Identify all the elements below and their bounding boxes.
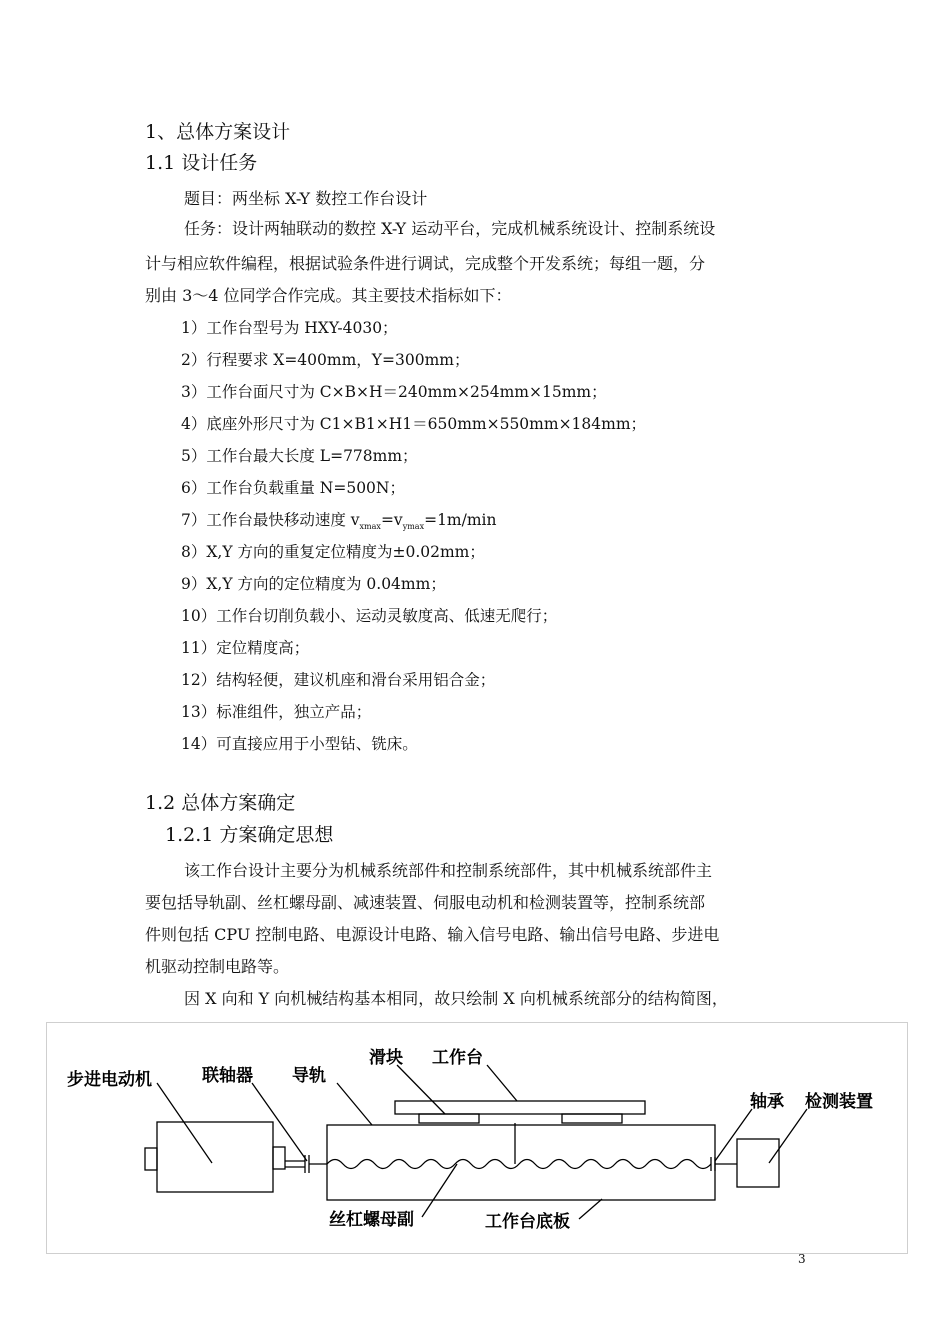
spec-item: 4）底座外形尺寸为 C1×B1×H1＝650mm×550mm×184mm；	[181, 415, 647, 433]
mechanical-structure-diagram	[46, 1022, 908, 1254]
spec-item: 13）标准组件，独立产品；	[181, 703, 372, 721]
label-slider: 滑块	[369, 1048, 403, 1068]
page-number: 3	[798, 1252, 806, 1266]
topic-line: 题目：两坐标 X-Y 数控工作台设计	[184, 189, 428, 208]
leader-base	[579, 1199, 602, 1219]
section-1-2-heading: 1.2 总体方案确定	[145, 792, 296, 814]
leader-guide	[337, 1083, 372, 1125]
section-1-heading: 1、总体方案设计	[145, 121, 291, 143]
spec-item: 12）结构轻便，建议机座和滑台采用铝合金；	[181, 671, 496, 689]
subscript-xmax: xmax	[359, 522, 381, 531]
section-1-1-heading: 1.1 设计任务	[145, 152, 258, 174]
leader-motor	[157, 1083, 212, 1163]
slider-right	[562, 1114, 622, 1123]
scheme-line: 该工作台设计主要分为机械系统部件和控制系统部件，其中机械系统部件主	[184, 861, 713, 880]
spec-item: 14）可直接应用于小型钻、铣床。	[181, 735, 418, 753]
slider-left	[419, 1114, 479, 1123]
spec-item: 9）X,Y 方向的定位精度为 0.04mm；	[181, 575, 446, 593]
label-lead-screw-nut: 丝杠螺母副	[329, 1210, 414, 1230]
task-line: 别由 3～4 位同学合作完成。其主要技术指标如下：	[145, 286, 512, 305]
label-work-table: 工作台	[432, 1048, 483, 1068]
subscript-ymax: ymax	[402, 522, 425, 531]
spec-item: 2）行程要求 X=400mm，Y=300mm；	[181, 351, 470, 369]
spec-item: 11）定位精度高；	[181, 639, 310, 657]
figure-intro-line: 因 X 向和 Y 向机械结构基本相同，故只绘制 X 向机械系统部分的结构简图，	[184, 989, 728, 1008]
spec-item: 10）工作台切削负载小、运动灵敏度高、低速无爬行；	[181, 607, 558, 625]
label-guide-rail: 导轨	[292, 1066, 326, 1086]
task-line: 计与相应软件编程，根据试验条件进行调试，完成整个开发系统；每组一题，分	[145, 254, 706, 273]
label-stepper-motor: 步进电动机	[67, 1070, 152, 1090]
leader-detector	[769, 1109, 807, 1163]
velocity-text: =v	[380, 511, 403, 529]
label-base-plate: 工作台底板	[485, 1212, 570, 1232]
label-bearing: 轴承	[750, 1092, 784, 1112]
label-coupling: 联轴器	[202, 1066, 253, 1086]
task-line: 任务：设计两轴联动的数控 X-Y 运动平台，完成机械系统设计、控制系统设	[184, 219, 716, 238]
spec-item: 8）X,Y 方向的重复定位精度为±0.02mm；	[181, 543, 485, 561]
spec-item: 5）工作台最大长度 L=778mm；	[181, 447, 418, 465]
scheme-line: 件则包括 CPU 控制电路、电源设计电路、输入信号电路、输出信号电路、步进电	[145, 925, 720, 944]
motor-front-cap	[273, 1147, 285, 1169]
detection-device	[737, 1139, 779, 1187]
label-detection-device: 检测装置	[805, 1092, 873, 1112]
section-1-2-1-heading: 1.2.1 方案确定思想	[165, 824, 334, 846]
velocity-text: =1m/min	[424, 511, 497, 529]
scheme-line: 机驱动控制电路等。	[145, 957, 290, 976]
leader-table	[487, 1065, 517, 1101]
scheme-line: 要包括导轨副、丝杠螺母副、减速装置、伺服电动机和检测装置等，控制系统部	[145, 893, 706, 912]
lead-screw	[327, 1160, 711, 1169]
leader-bearing	[715, 1109, 752, 1161]
stepper-motor-body	[157, 1122, 273, 1192]
diagram-svg	[47, 1023, 907, 1253]
leader-slider	[397, 1065, 445, 1114]
spec-item: 6）工作台负载重量 N=500N；	[181, 479, 405, 497]
leader-screw	[422, 1164, 457, 1217]
spec-item: 3）工作台面尺寸为 C×B×H＝240mm×254mm×15mm；	[181, 383, 607, 401]
velocity-text: 7）工作台最快移动速度 v	[181, 511, 360, 529]
spec-item-velocity	[181, 508, 497, 531]
spec-item: 1）工作台型号为 HXY-4030；	[181, 319, 398, 337]
work-table	[395, 1101, 645, 1114]
motor-rear-cap	[145, 1148, 157, 1170]
